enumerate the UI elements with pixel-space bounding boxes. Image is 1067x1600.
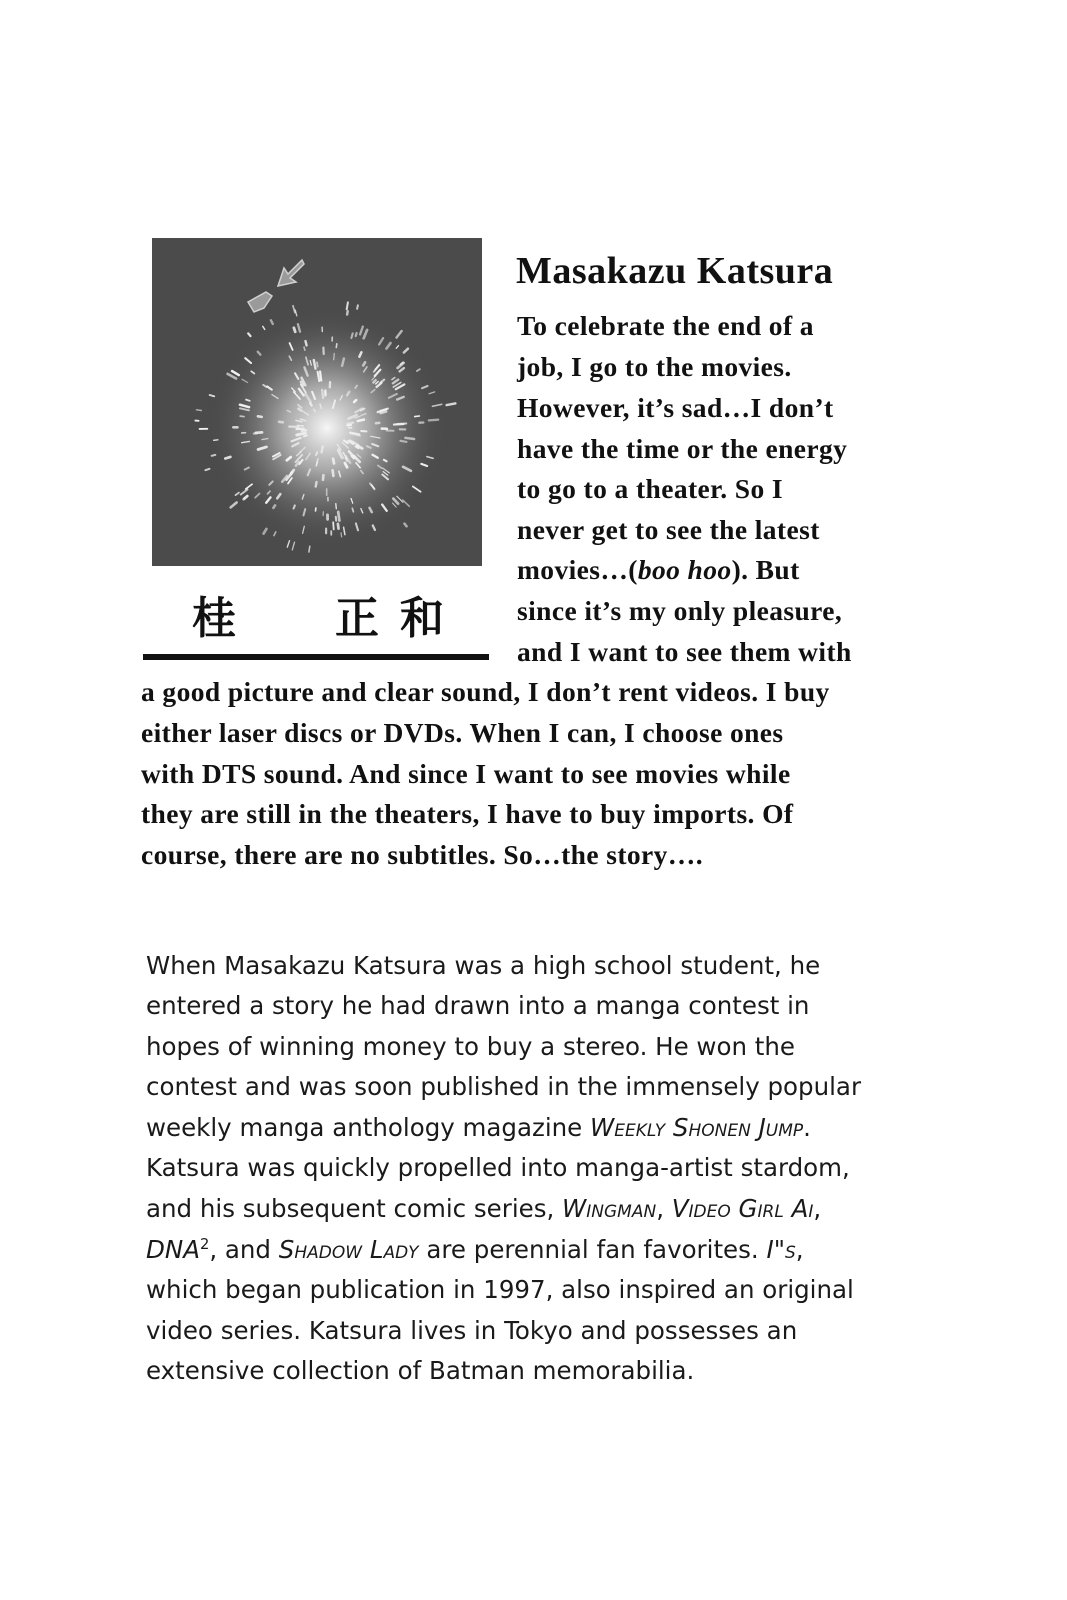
firework-spark bbox=[356, 333, 357, 336]
firework-spark bbox=[347, 311, 348, 314]
firework-spark bbox=[351, 333, 352, 338]
bio-text: , bbox=[795, 1235, 804, 1264]
firework-spark bbox=[347, 423, 353, 424]
superscript: 2 bbox=[199, 1236, 210, 1254]
series-title: Shadow Lady bbox=[278, 1235, 419, 1264]
firework-spark bbox=[205, 469, 209, 470]
note-line: never get to see the latest bbox=[517, 514, 820, 545]
firework-spark bbox=[338, 524, 339, 529]
firework-spark bbox=[338, 512, 339, 521]
note-line: job, I go to the movies. bbox=[517, 351, 792, 382]
note-line: since it’s my only pleasure, bbox=[517, 595, 843, 626]
note-text: movies…( bbox=[517, 554, 638, 585]
note-line: course, there are no subtitles. So…the story…. bbox=[141, 839, 703, 870]
series-title: I"s bbox=[766, 1235, 796, 1264]
firework-spark bbox=[336, 344, 337, 348]
note-line: a good picture and clear sound, I don’t rent videos. I buy bbox=[141, 676, 830, 707]
firework-spark bbox=[322, 390, 323, 398]
series-title: DNA bbox=[146, 1235, 200, 1264]
firework-spark bbox=[302, 430, 306, 431]
firework-spark bbox=[352, 508, 353, 512]
bio-line: extensive collection of Batman memorabilia. bbox=[146, 1356, 695, 1385]
firework-spark bbox=[210, 395, 215, 396]
firework-spark bbox=[363, 362, 365, 365]
firework-spark bbox=[262, 439, 268, 440]
note-line: To celebrate the end of a bbox=[517, 310, 814, 341]
firework-spark bbox=[447, 403, 456, 405]
firework-spark bbox=[306, 341, 307, 345]
series-title: Video Girl Ai bbox=[671, 1194, 814, 1223]
note-emphasis: boo hoo bbox=[637, 554, 732, 585]
firework-spark bbox=[304, 435, 307, 436]
divider-rule bbox=[143, 654, 489, 660]
firework-spark bbox=[246, 400, 250, 401]
firework-spark bbox=[356, 446, 359, 448]
bio-text: and his subsequent comic series, bbox=[146, 1194, 563, 1223]
firework-spark bbox=[394, 424, 404, 425]
bio-text: are perennial fan favorites. bbox=[418, 1235, 767, 1264]
note-line: either laser discs or DVDs. When I can, I choose ones bbox=[141, 717, 784, 748]
bio-text: . bbox=[803, 1113, 811, 1142]
bio-text: , bbox=[813, 1194, 822, 1223]
firework-spark bbox=[212, 455, 216, 456]
fireworks-image bbox=[152, 238, 482, 566]
firework-spark bbox=[429, 420, 438, 421]
firework-spark bbox=[320, 372, 321, 381]
firework-spark bbox=[347, 302, 348, 309]
firework-spark bbox=[279, 422, 283, 423]
firework-spark bbox=[314, 360, 316, 369]
bio-line bbox=[146, 1108, 811, 1148]
firework-spark bbox=[384, 460, 387, 462]
firework-spark bbox=[214, 440, 218, 441]
firework-spark bbox=[309, 546, 310, 552]
firework-spark bbox=[258, 416, 262, 417]
firework-spark bbox=[271, 320, 273, 324]
bio-line bbox=[146, 1189, 821, 1229]
kanji-char: 正 bbox=[335, 593, 379, 644]
note-line bbox=[517, 550, 800, 590]
firework-spark bbox=[334, 354, 335, 360]
firework-spark bbox=[316, 482, 317, 486]
firework-spark bbox=[294, 506, 295, 509]
series-title: Wingman bbox=[562, 1194, 657, 1223]
firework-spark bbox=[336, 504, 337, 509]
note-line: they are still in the theaters, I have to buy imports. Of bbox=[141, 798, 794, 829]
note-line: and I want to see them with bbox=[517, 636, 852, 667]
firework-spark bbox=[333, 522, 334, 529]
note-line: with DTS sound. And since I want to see movies while bbox=[141, 758, 791, 789]
bio-line bbox=[146, 1230, 804, 1270]
bio-text: , bbox=[656, 1194, 672, 1223]
firework-spark bbox=[404, 524, 406, 527]
kanji-char: 桂 bbox=[192, 593, 236, 644]
note-line: to go to a theater. So I bbox=[517, 473, 783, 504]
firework-spark bbox=[405, 438, 414, 439]
bio-line: which began publication in 1997, also inspired an original bbox=[146, 1275, 854, 1304]
author-name-kanji bbox=[150, 592, 486, 646]
firework-spark bbox=[310, 403, 312, 405]
bio-line: When Masakazu Katsura was a high school student, he bbox=[146, 951, 821, 980]
bio-line: hopes of winning money to buy a stereo. He won the bbox=[146, 1032, 795, 1061]
firework-spark bbox=[304, 347, 305, 350]
kanji-char: 和 bbox=[400, 593, 444, 644]
firework-spark bbox=[357, 305, 358, 309]
firework-spark bbox=[294, 328, 295, 332]
firework-spark bbox=[225, 457, 230, 459]
note-line: have the time or the energy bbox=[517, 433, 848, 464]
firework-spark bbox=[373, 380, 375, 382]
firework-spark bbox=[415, 416, 420, 417]
firework-spark bbox=[341, 533, 342, 537]
firework-spark bbox=[400, 441, 406, 442]
firework-spark bbox=[333, 470, 334, 476]
firework-spark bbox=[358, 420, 364, 421]
bio-line: Katsura was quickly propelled into manga-artist stardom, bbox=[146, 1153, 850, 1182]
firework-spark bbox=[196, 410, 201, 411]
bio-text: weekly manga anthology magazine bbox=[146, 1113, 591, 1142]
firework-spark bbox=[354, 400, 356, 402]
firework-spark bbox=[273, 505, 275, 508]
firework-spark bbox=[316, 462, 317, 466]
firework-spark bbox=[298, 409, 301, 411]
bio-line: contest and was soon published in the immensely popular bbox=[146, 1072, 862, 1101]
note-text: ). But bbox=[731, 554, 800, 585]
firework-spark bbox=[333, 459, 334, 464]
firework-spark bbox=[322, 447, 323, 453]
firework-spark bbox=[316, 452, 317, 455]
bio-line: entered a story he had drawn into a manga contest in bbox=[146, 991, 810, 1020]
note-line: However, it’s sad…I don’t bbox=[517, 392, 834, 423]
bio-text: , and bbox=[209, 1235, 279, 1264]
bio-line: video series. Katsura lives in Tokyo and possesses an bbox=[146, 1316, 798, 1345]
magazine-title: Weekly Shonen Jump bbox=[590, 1113, 804, 1142]
author-photo-fireworks bbox=[152, 238, 482, 566]
author-name-title: Masakazu Katsura bbox=[516, 250, 834, 292]
firework-spark bbox=[317, 362, 318, 366]
firework-spark bbox=[240, 416, 244, 417]
